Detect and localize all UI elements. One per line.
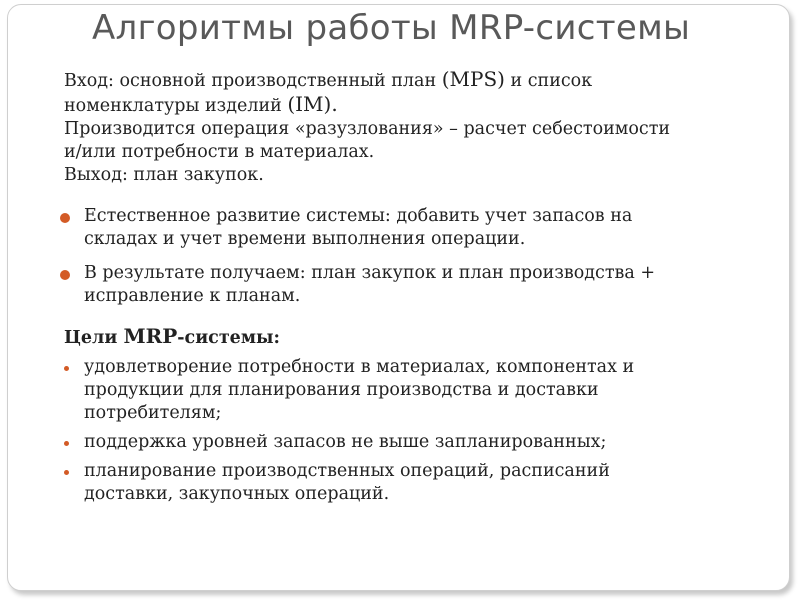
- goals-heading-mrp: MRP: [123, 324, 178, 348]
- bullet-dot-icon: [60, 270, 70, 280]
- intro-line-5: Выход: план закупок.: [64, 165, 264, 185]
- intro-line-2: [64, 93, 784, 118]
- goals-heading-start: Цели: [64, 328, 124, 348]
- intro-mps: (MPS): [441, 67, 505, 91]
- intro-line-4: и/или потребности в материалах.: [64, 142, 375, 162]
- slide-title: Алгоритмы работы MRP-системы: [92, 8, 691, 48]
- intro-input-text-end: и список: [504, 71, 593, 91]
- intro-input-text: Вход: основной производственный план: [64, 71, 442, 91]
- bullet-line: Естественное развитие системы: добавить учет запасов на: [84, 206, 633, 226]
- goal-line: удовлетворение потребности в материалах, компонентах и: [84, 357, 635, 377]
- goal-line: продукции для планирования производства и доставки: [84, 380, 599, 400]
- bullet-dot-icon: [60, 213, 70, 223]
- intro-line-1: [64, 68, 784, 93]
- goal-dot-icon: [64, 441, 69, 446]
- goal-item: [60, 356, 780, 425]
- goal-dot-icon: [64, 470, 69, 475]
- goals-list: [60, 356, 780, 512]
- goal-item: [60, 460, 780, 506]
- goal-dot-icon: [64, 366, 69, 371]
- bullet-item: [60, 262, 780, 308]
- goal-line: доставки, закупочных операций.: [84, 484, 390, 504]
- goal-line: потребителям;: [84, 403, 222, 423]
- goals-heading: [64, 325, 280, 350]
- bullet-item: [60, 205, 780, 251]
- goal-item: [60, 431, 780, 454]
- bullet-line: исправление к планам.: [84, 286, 301, 306]
- intro-im: (IM).: [287, 92, 338, 116]
- goal-line: планирование производственных операций, расписаний: [84, 461, 610, 481]
- bullet-line: В результате получаем: план закупок и план производства +: [84, 263, 656, 283]
- intro-block: [64, 68, 784, 187]
- bullet-list: [60, 205, 780, 319]
- goal-line: поддержка уровней запасов не выше запланированных;: [84, 432, 607, 452]
- intro-line-3: Производится операция «разузлования» – расчет себестоимости: [64, 119, 671, 139]
- goals-heading-end: -системы:: [177, 328, 281, 348]
- bullet-line: складах и учет времени выполнения операции.: [84, 229, 526, 249]
- intro-nomenclature-text: номенклатуры изделий: [64, 96, 288, 116]
